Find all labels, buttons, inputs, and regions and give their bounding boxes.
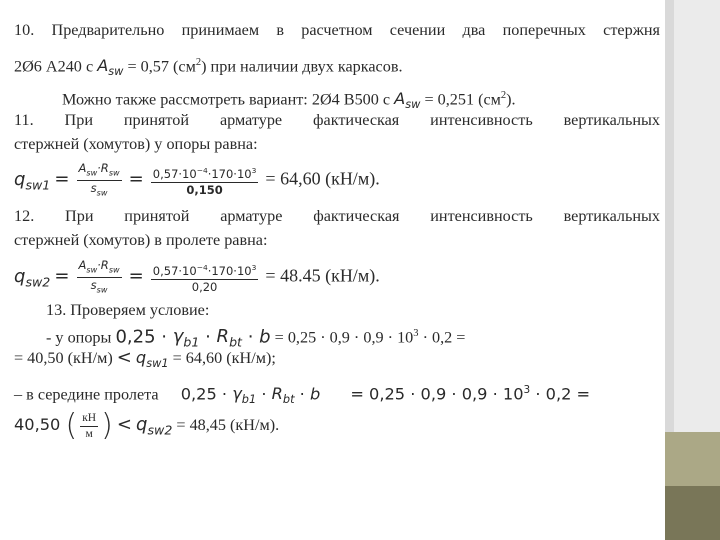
dot-3: · [256, 384, 272, 404]
dot-1: · [199, 326, 217, 348]
fraction-symbolic-2: $\frac{A_{sw}\cdot R_{sw}}{s_{sw}}$ [78, 258, 120, 295]
sup-2b: 2 [500, 90, 507, 101]
eq-sign-4: = [128, 265, 144, 287]
var-qsw2: $q_{sw2}$ [14, 265, 51, 290]
paragraph-12-line1: 12. При принятой арматуре фактическая интенсивность вертикальных [14, 207, 660, 225]
text-2o6: 2Ø6 А240 с [14, 57, 98, 76]
eq-sign-3: = [54, 265, 70, 287]
formula-qsw1 [14, 161, 380, 201]
paragraph-13: 13. Проверяем условие: [46, 301, 210, 319]
result-1: = 64,60 (кН/м). [265, 168, 380, 189]
paragraph-11-line1: 11. При принятой арматуре фактическая интенсивность вертикальных [14, 111, 660, 129]
sup-3a: 3 [413, 328, 419, 339]
condition-midspan-line1 [14, 380, 660, 410]
text-4845: = 48,45 (кН/м). [172, 416, 280, 434]
text-calc-2: = 0,25 · 0,9 · 0,9 · 10 [350, 384, 524, 404]
text-close: ). [506, 90, 516, 109]
eq-sign-2: = [128, 168, 144, 190]
fraction-numeric-1: $\frac{0,57\cdot 10^{-4}\cdot 170\cdot 10^3}{0,150}$ [151, 163, 259, 198]
fraction-symbolic-1: $\frac{A_{sw}\cdot R_{sw}}{s_{sw}}$ [78, 161, 120, 198]
text-0251: = 0,251 (см [420, 90, 501, 109]
var-b-b: b [309, 384, 321, 404]
text-calc-2-end: · 0,2 = [530, 384, 591, 404]
condition-support-line2 [14, 348, 276, 373]
condition-midspan-line2 [14, 410, 279, 446]
paragraph-10-line1: 10. Предварительно принимаем в расчетном сечении два поперечных стержня [14, 21, 660, 39]
paren-left: ( [65, 408, 78, 444]
var-qsw1: $q_{sw1}$ [14, 168, 51, 193]
paragraph-12-line2: стержней (хомутов) в пролете равна: [14, 231, 268, 249]
paren-right: ) [101, 408, 113, 444]
paragraph-11-line2: стержней (хомутов) у опоры равна: [14, 135, 258, 153]
coef-025-b: 0,25 · [180, 384, 233, 404]
text-karkasy: ) при наличии двух каркасов. [201, 57, 403, 76]
text-calc-1: = 0,25 · 0,9 · 0,9 · 10 [270, 328, 414, 347]
eq-sign: = [54, 168, 70, 190]
var-rbt: $R_{bt}$ [216, 326, 242, 350]
less-than-2: < [116, 414, 132, 435]
formula-qsw2 [14, 258, 380, 298]
var-qsw1-b: $q_{sw1}$ [135, 348, 169, 371]
text-4050-b: 40,50 [14, 415, 66, 434]
var-asw-2: $A_{sw}$ [394, 89, 421, 112]
text-6460: = 64,60 (кН/м); [168, 349, 276, 367]
fraction-unit: $\frac{кН}{м}$ [82, 411, 97, 440]
var-asw: $A_{sw}$ [97, 56, 124, 79]
var-b: b [259, 326, 271, 348]
var-gamma-b1: $\gamma_{b1}$ [172, 326, 200, 350]
coef-025: 0,25 · [115, 326, 173, 348]
var-rbt-b: $R_{bt}$ [271, 384, 295, 407]
var-qsw2-b: $q_{sw2}$ [136, 414, 173, 438]
sidebar-accent-tan [665, 432, 720, 486]
text-variant: Можно также рассмотреть вариант: 2Ø4 В500 с [62, 90, 395, 109]
result-2: = 48.45 (кН/м). [265, 265, 380, 286]
var-gamma-b1-b: $\gamma_{b1}$ [232, 384, 257, 407]
text-v-seredine: – в середине пролета [14, 385, 159, 404]
slide-sidebar [665, 0, 720, 540]
sup-2: 2 [195, 57, 202, 68]
sidebar-accent-olive [665, 486, 720, 540]
text-057: = 0,57 (см [123, 57, 196, 76]
text-u-opory: - у опоры [46, 328, 116, 347]
fraction-numeric-2: $\frac{0,57\cdot 10^{-4}\cdot 170\cdot 10^3}{0,20}$ [151, 260, 259, 295]
text-calc-1-end: · 0,2 = [418, 328, 466, 347]
dot-4: · [294, 384, 310, 404]
text-4050: = 40,50 (кН/м) [14, 349, 117, 367]
paragraph-10-line2 [14, 53, 403, 82]
less-than: < [116, 347, 132, 368]
sup-3b: 3 [523, 384, 531, 396]
dot-2: · [242, 326, 260, 348]
